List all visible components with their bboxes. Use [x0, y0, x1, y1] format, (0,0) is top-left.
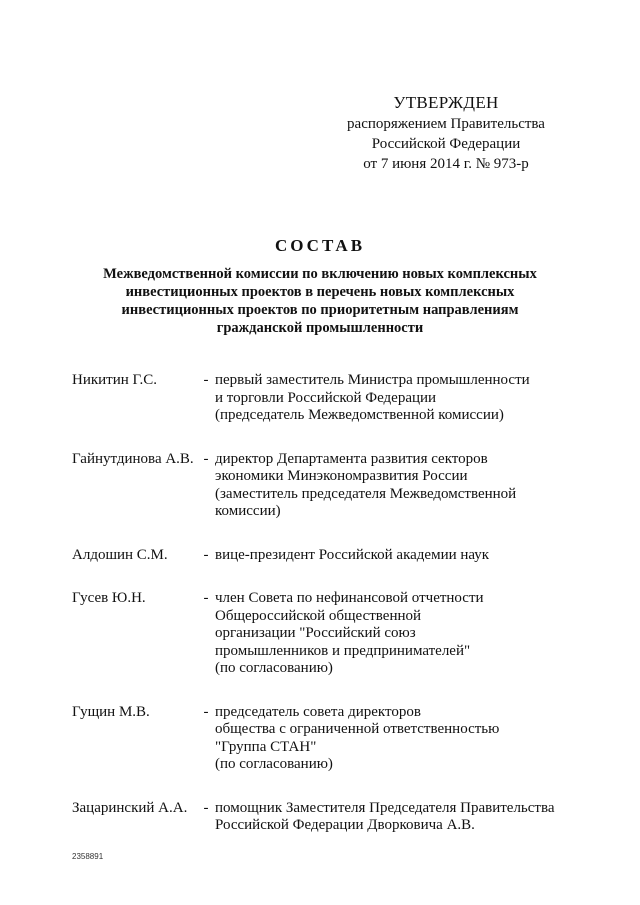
member-dash: -	[203, 590, 209, 606]
member-dash: -	[203, 372, 209, 388]
role-line: помощник Заместителя Председателя Правительства	[215, 799, 555, 816]
member-role	[215, 547, 575, 565]
role-line: (по согласованию)	[215, 756, 333, 772]
member-role	[215, 590, 575, 678]
approval-stamp	[330, 92, 562, 174]
member-dash: -	[203, 450, 209, 467]
member-entry	[72, 547, 572, 565]
approval-date: от 7 июня 2014 г. № 973-р	[363, 156, 529, 172]
role-line: (заместитель председателя Межведомственной	[215, 485, 517, 502]
member-name: Алдошин С.М.	[72, 546, 168, 563]
role-line: (по согласованию)	[215, 660, 333, 676]
subtitle-line: инвестиционных проектов по приоритетным направлениям	[121, 302, 519, 318]
role-line: директор Департамента развития секторов	[215, 450, 488, 467]
member-name: Гусев Ю.Н.	[72, 590, 146, 606]
member-name: Гущин М.В.	[72, 703, 150, 720]
role-line: вице-президент Российской академии наук	[215, 546, 490, 563]
role-line: экономики Минэкономразвития России	[215, 468, 468, 484]
member-entry	[72, 372, 572, 425]
role-line: Общероссийской общественной	[215, 607, 422, 624]
member-dash: -	[203, 703, 209, 720]
member-entry	[72, 704, 572, 774]
approval-heading: УТВЕРЖДЕН	[393, 93, 499, 112]
member-entry	[72, 451, 572, 521]
approval-line: распоряжением Правительства	[347, 116, 545, 132]
document-title: СОСТАВ	[274, 236, 366, 255]
role-line: и торговли Российской Федерации	[215, 389, 437, 406]
member-role	[215, 800, 575, 835]
subtitle-line: инвестиционных проектов в перечень новых комплексных	[125, 284, 515, 300]
member-name: Гайнутдинова А.В.	[72, 450, 194, 467]
role-line: председатель совета директоров	[215, 703, 421, 720]
role-line: промышленников и предпринимателей"	[215, 642, 471, 659]
role-line: Российской Федерации Дворковича А.В.	[215, 817, 475, 833]
member-entry	[72, 800, 572, 835]
member-name: Зацаринский А.А.	[72, 799, 188, 816]
role-line: (председатель Межведомственной комиссии)	[215, 407, 504, 423]
role-line: комиссии)	[215, 503, 281, 519]
role-line: общества с ограниченной ответственностью	[215, 721, 500, 737]
member-role	[215, 451, 575, 521]
subtitle-line: гражданской промышленности	[216, 320, 424, 336]
members-list	[72, 372, 572, 835]
role-line: член Совета по нефинансовой отчетности	[215, 590, 484, 606]
member-dash: -	[203, 546, 209, 563]
role-line: первый заместитель Министра промышленности	[215, 372, 530, 388]
subtitle-line: Межведомственной комиссии по включению новых комплексных	[103, 266, 537, 282]
approval-line: Российской Федерации	[371, 136, 521, 152]
member-name: Никитин Г.С.	[72, 372, 158, 388]
document-number: 2358891	[72, 852, 104, 861]
member-role	[215, 372, 575, 425]
document-subtitle	[70, 265, 570, 337]
member-dash: -	[203, 799, 209, 816]
member-role	[215, 704, 575, 774]
role-line: организации "Российский союз	[215, 625, 416, 641]
role-line: "Группа СТАН"	[215, 738, 317, 755]
member-entry	[72, 590, 572, 678]
